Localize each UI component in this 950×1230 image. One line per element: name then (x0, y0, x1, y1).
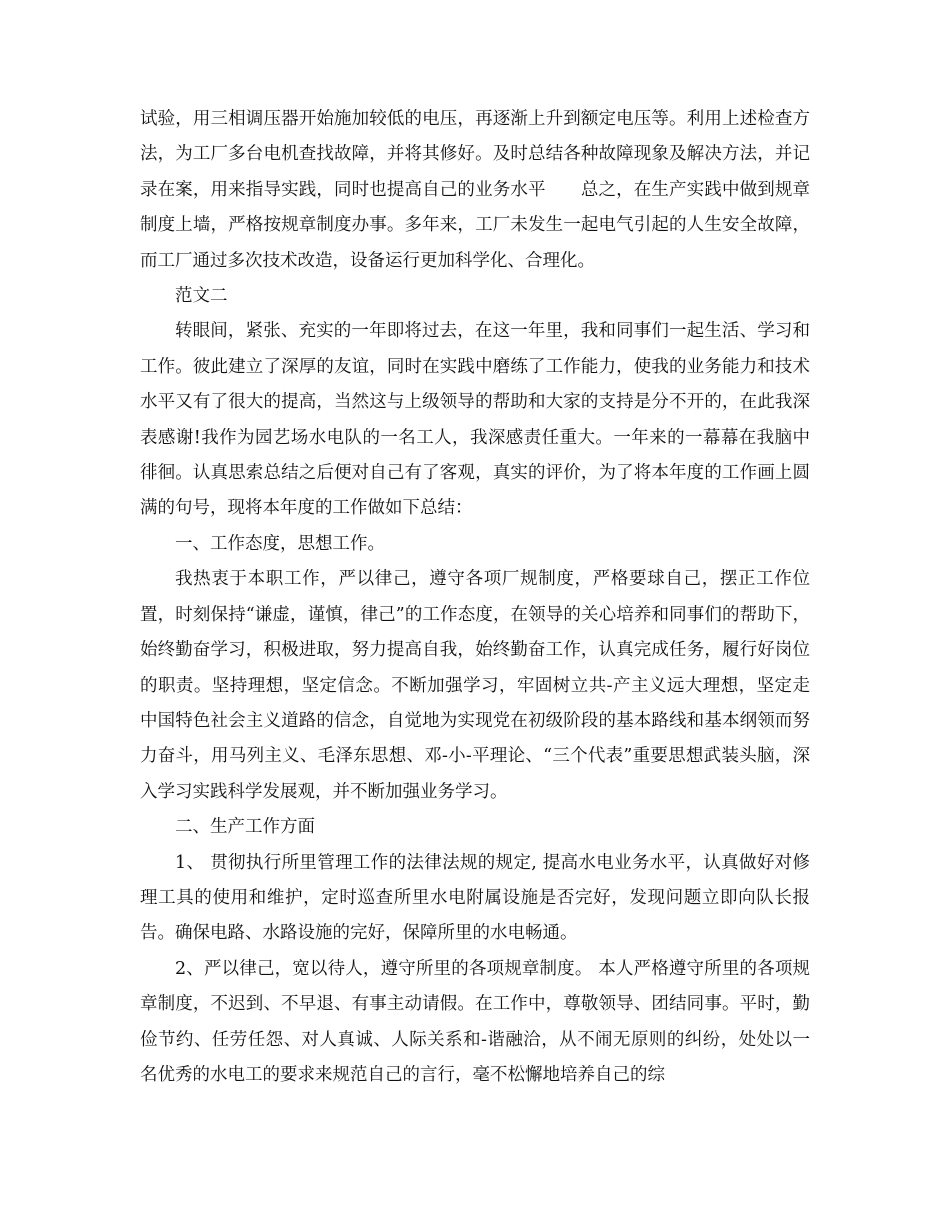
heading-fanwen-2: 范文二 (175, 286, 228, 307)
paragraph-work-attitude: 我热衷于本职工作，严以律己，遵守各项厂规制度，严格要球自己，摆正工作位置，时刻保持“谦虚，谨慎，律己”的工作态度，在领导的关心培养和同事们的帮助下，始终勤奋学习，积极进取，努力提高自我，始终勤奋工作，认真完成任务，履行好岗位的职责。坚持理想，坚定信念。不断加强学习，牢固树立共-产主义远大理想，坚定走中国特色社会主义道路的信念，自觉地为实现党在初级阶段的基本路线和基本纲领而努力奋斗，用马列主义、毛泽东思想、邓-小-平理论、“三个代表”重要思想武装头脑，深入学习实践科学发展观，并不断加强业务学习。 (140, 569, 810, 802)
document-page (140, 102, 810, 1093)
heading-production-work: 二、生产工作方面 (175, 817, 315, 838)
paragraph-item-1: 1、 贯彻执行所里管理工作的法律法规的规定, 提高水电业务水平，认真做好对修理工具的使用和维护，定时巡查所里水电附属设施是否完好，发现问题立即向队长报告。确保电路、水路设施的完好，保障所里的水电畅通。 (140, 852, 810, 944)
heading-work-attitude: 一、工作态度，思想工作。 (175, 533, 385, 554)
paragraph-item-2: 2、严以律己，宽以待人，遵守所里的各项规章制度。 本人严格遵守所里的各项规章制度，不迟到、不早退、有事主动请假。在工作中，尊敬领导、团结同事。平时，勤俭节约、任劳任怨、对人真诚、人际关系和-谐融洽，从不闹无原则的纠纷，处处以一名优秀的水电工的要求来规范自己的言行，毫不松懈地培养自己的综 (140, 958, 810, 1085)
paragraph-fault-repair: 试验，用三相调压器开始施加较低的电压，再逐渐上升到额定电压等。利用上述检查方法，为工厂多台电机查找故障，并将其修好。及时总结各种故障现象及解决方法，并记录在案，用来指导实践，同时也提高自己的业务水平 总之，在生产实践中做到规章制度上墙，严格按规章制度办事。多年来，工厂未发生一起电气引起的人生安全故障，而工厂通过多次技术改造，设备运行更加科学化、合理化。 (140, 109, 810, 271)
paragraph-intro: 转眼间，紧张、充实的一年即将过去，在这一年里，我和同事们一起生活、学习和工作。彼此建立了深厚的友谊，同时在实践中磨练了工作能力，使我的业务能力和技术水平又有了很大的提高，当然这与上级领导的帮助和大家的支持是分不开的，在此我深表感谢!我作为园艺场水电队的一名工人，我深感责任重大。一年来的一幕幕在我脑中徘徊。认真思索总结之后便对自己有了客观，真实的评价，为了将本年度的工作画上圆满的句号，现将本年度的工作做如下总结： (140, 321, 810, 519)
